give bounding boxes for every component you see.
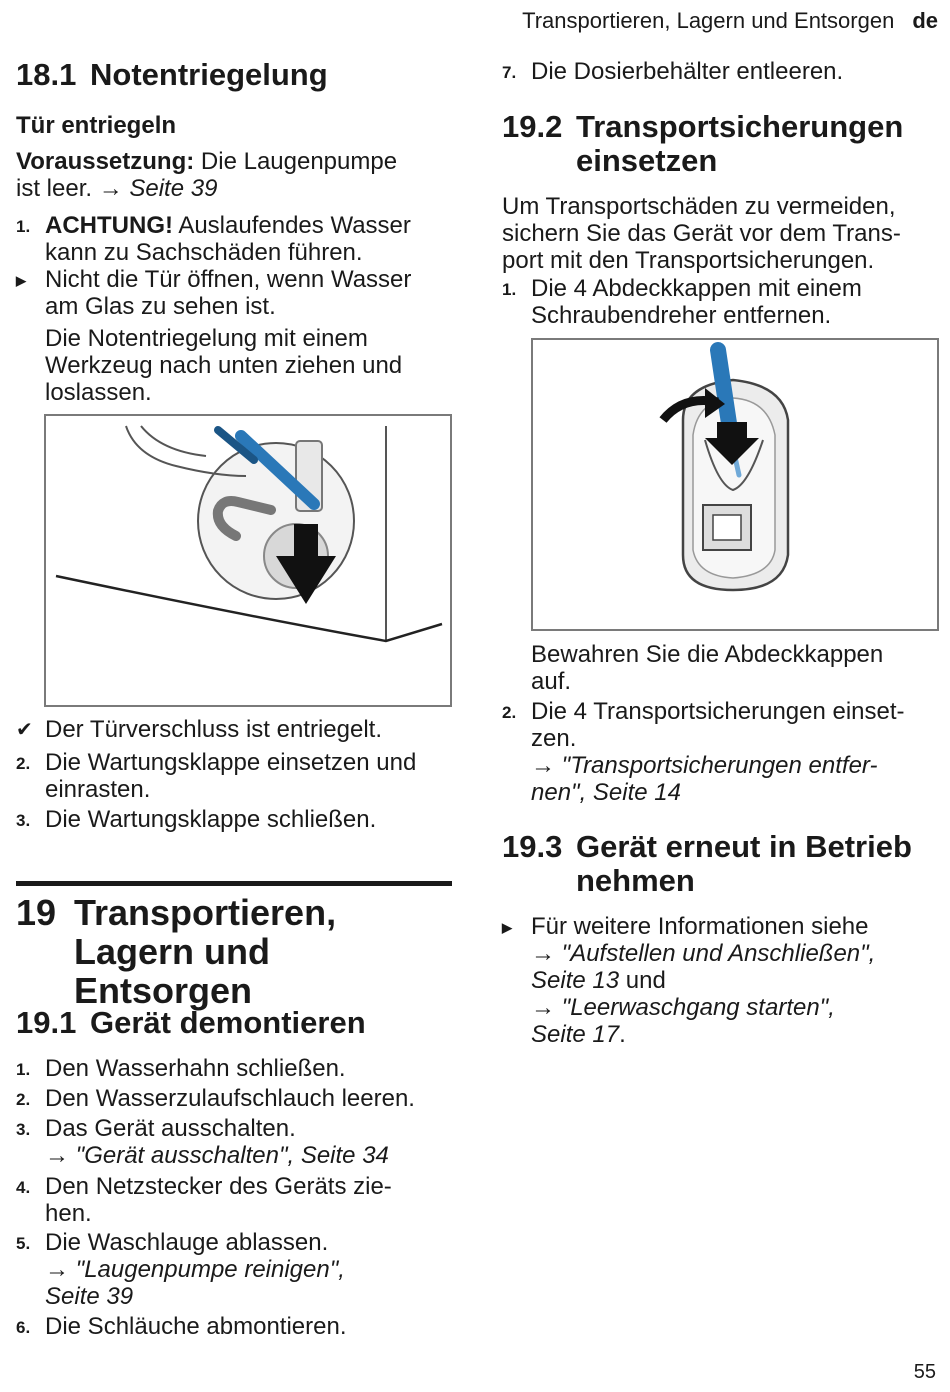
step-text: Den Netzstecker des Geräts zie- — [45, 1173, 392, 1200]
note-line-1: Bewahren Sie die Abdeckkappen — [531, 641, 884, 668]
subheading-tuer-entriegeln: Tür entriegeln — [16, 112, 177, 139]
heading-number: 19.1 — [16, 1005, 77, 1040]
heading-19-3 — [502, 830, 912, 898]
warning-label: ACHTUNG! — [45, 212, 173, 239]
step-text: Das Gerät ausschalten. — [45, 1115, 296, 1142]
intro-line-3: port mit den Transportsicherungen. — [502, 247, 875, 274]
prereq-text-2: ist leer. — [16, 175, 99, 202]
heading-19-1 — [16, 1006, 366, 1040]
step-text: Die Wartungsklappe einsetzen und — [45, 749, 417, 776]
cross-reference-page[interactable]: Seite 17 — [531, 1021, 620, 1048]
step-1 — [502, 275, 940, 329]
step-number: 5. — [16, 1234, 31, 1253]
list-item — [502, 58, 940, 87]
cross-reference-link[interactable]: → "Transportsicherungen entfer- — [531, 752, 878, 779]
prereq-ref: → Seite 39 — [98, 175, 218, 202]
cross-reference-link[interactable]: → "Aufstellen und Anschließen", — [531, 940, 876, 967]
step-text: Die Dosierbehälter entleeren. — [531, 58, 844, 85]
step-number: 6. — [16, 1318, 31, 1337]
step-text: Die Wartungsklappe schließen. — [45, 806, 377, 833]
prereq-text: Die Laugenpumpe — [194, 148, 398, 175]
heading-19 — [16, 893, 456, 1010]
step-number: 1. — [502, 280, 517, 299]
step-text: Den Wasserzulaufschlauch leeren. — [45, 1085, 415, 1112]
bullet-text-2: am Glas zu sehen ist. — [45, 293, 276, 320]
list-item — [16, 1229, 456, 1310]
step-text: Die Waschlauge ablassen. — [45, 1229, 329, 1256]
sentence-end: . — [619, 1021, 626, 1048]
bullet-item — [502, 913, 940, 1048]
step-text-2: Schraubendreher entfernen. — [531, 302, 832, 329]
warning-text: Auslaufendes Wasser — [172, 212, 411, 239]
step-3 — [16, 806, 456, 835]
triangle-bullet-icon: ▶ — [16, 273, 26, 288]
bullet-text: Nicht die Tür öffnen, wenn Wasser — [45, 266, 412, 293]
step-number: 4. — [16, 1178, 31, 1197]
cross-reference-link[interactable]: → "Gerät ausschalten", Seite 34 — [45, 1142, 389, 1169]
step-text-2: einrasten. — [45, 776, 151, 803]
para-line-3: loslassen. — [45, 379, 152, 406]
list-item — [16, 1085, 456, 1114]
heading-text: Transportieren, — [74, 892, 337, 933]
step-2 — [502, 698, 940, 806]
emergency-release-illustration — [44, 414, 452, 707]
step-number: 7. — [502, 63, 517, 82]
cross-reference-link[interactable]: → "Leerwaschgang starten", — [531, 994, 835, 1021]
heading-text-2: nehmen — [576, 863, 695, 898]
keep-caps-note — [531, 641, 941, 695]
step-number: 2. — [502, 703, 517, 722]
language-code: de — [912, 8, 938, 33]
list-item — [16, 1173, 456, 1227]
para-line-1: Die Notentriegelung mit einem — [45, 325, 368, 352]
heading-number: 19.2 — [502, 109, 563, 144]
para-line-2: Werkzeug nach unten ziehen und — [45, 352, 403, 379]
warning-text-2: kann zu Sachschäden führen. — [45, 239, 363, 266]
intro-paragraph — [502, 193, 940, 274]
cross-reference-page[interactable]: nen", Seite 14 — [531, 779, 681, 806]
step-text: Den Wasserhahn schließen. — [45, 1055, 346, 1082]
note-line-2: auf. — [531, 668, 572, 695]
step-1 — [16, 212, 456, 266]
heading-number: 19 — [16, 892, 57, 933]
heading-text: Gerät demontieren — [90, 1005, 366, 1040]
list-item — [16, 1313, 456, 1342]
triangle-bullet-icon: ▶ — [502, 920, 512, 935]
intro-line-1: Um Transportschäden zu vermeiden, — [502, 193, 896, 220]
step-text-2: zen. — [531, 725, 577, 752]
heading-text-2: Lagern und Entsorgen — [74, 931, 270, 1011]
step-text-2: hen. — [45, 1200, 92, 1227]
step-text: Die 4 Transportsicherungen einset- — [531, 698, 905, 725]
cover-cap-illustration — [531, 338, 939, 631]
intro-line-2: sichern Sie das Gerät vor dem Trans- — [502, 220, 901, 247]
heading-number: 19.3 — [502, 829, 563, 864]
chapter-rule — [16, 881, 452, 886]
emergency-release-drawing — [46, 416, 450, 705]
heading-text-2: einsetzen — [576, 143, 718, 178]
result-text: Der Türverschluss ist entriegelt. — [45, 716, 383, 743]
instruction-paragraph — [45, 325, 455, 406]
heading-text: Notentriegelung — [90, 57, 328, 92]
heading-number: 18.1 — [16, 57, 77, 92]
step-number: 3. — [16, 1120, 31, 1139]
prerequisite — [16, 148, 456, 202]
step-number: 3. — [16, 811, 31, 830]
running-title: Transportieren, Lagern und Entsorgen — [522, 8, 895, 33]
conjunction-text: und — [619, 967, 666, 994]
heading-text: Gerät erneut in Betrieb — [576, 829, 912, 864]
cover-cap-drawing — [533, 340, 937, 629]
heading-18-1 — [16, 58, 328, 92]
step-number: 2. — [16, 754, 31, 773]
step-number: 1. — [16, 217, 31, 236]
bullet-item — [16, 266, 456, 320]
heading-text: Transportsicherungen — [576, 109, 904, 144]
running-header — [522, 8, 938, 34]
step-text: Die 4 Abdeckkappen mit einem — [531, 275, 862, 302]
checkmark-icon: ✔ — [16, 719, 33, 741]
bullet-text: Für weitere Informationen siehe — [531, 913, 869, 940]
list-item — [16, 1055, 456, 1084]
cross-reference-link[interactable]: → "Laugenpumpe reinigen", — [45, 1256, 345, 1283]
cross-reference-page[interactable]: Seite 13 — [531, 967, 620, 994]
step-number: 2. — [16, 1090, 31, 1109]
prereq-label: Voraussetzung: — [16, 148, 195, 175]
step-2 — [16, 749, 456, 803]
list-item — [16, 1115, 456, 1169]
cross-reference-page[interactable]: Seite 39 — [45, 1283, 134, 1310]
step-text: Die Schläuche abmontieren. — [45, 1313, 347, 1340]
heading-19-2 — [502, 110, 903, 178]
page-number: 55 — [913, 1361, 936, 1383]
step-number: 1. — [16, 1060, 31, 1079]
result-item — [16, 716, 456, 745]
